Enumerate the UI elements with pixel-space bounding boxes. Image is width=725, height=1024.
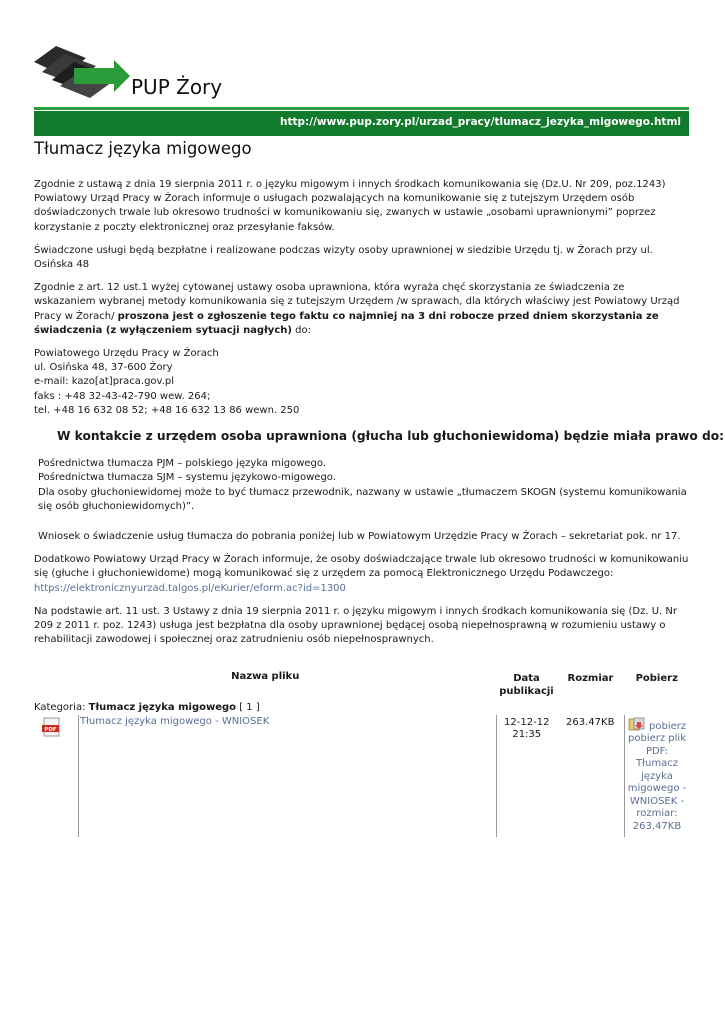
- right-item-sjm: Pośrednictwa tłumacza SJM – systemu językowo-migowego.: [38, 472, 336, 484]
- rights-list: [34, 457, 689, 514]
- category-name: Tłumacz języka migowego: [88, 702, 237, 713]
- page-title: Tłumacz języka migowego: [34, 139, 252, 158]
- file-name-cell: [79, 715, 497, 838]
- category-count: [ 1 ]: [236, 702, 260, 713]
- address-phone: tel. +48 16 632 08 52; +48 16 632 13 86 wewn. 250: [34, 404, 300, 416]
- page-url: http://www.pup.zory.pl/urzad_pracy/tlumacz_jezyka_migowego.html: [280, 116, 681, 128]
- column-header-date: Data publikacji: [499, 673, 554, 697]
- legal-basis-paragraph: Na podstawie art. 11 ust. 3 Ustawy z dnia 19 sierpnia 2011 r. o języku migowym i innych środkach komunikowania się (Dz. U. Nr 209 z 2011 r. poz. 1243) usługa jest bezpłatna dla osoby uprawnionej będącej osobą niepełnosprawną w rozumieniu ustawy o rehabilitacji zawodowej i społecznej oraz zatrudnieniu osób niepełnosprawnych.: [34, 605, 677, 646]
- logo-text: PUP Żory: [131, 75, 223, 99]
- epuap-text: Dodatkowo Powiatowy Urząd Pracy w Żorach informuje, że osoby doświadczające trwale lub okresowo trudności w komunikowaniu się (głuche i głuchoniewidome) mogą komunikować się z urzędem za pomocą Elektronicznego Urzędu Podawczego:: [34, 554, 689, 580]
- svg-text:PDF: PDF: [44, 726, 57, 733]
- header-divider: [34, 107, 689, 110]
- file-size: 263.47KB: [566, 716, 615, 728]
- files-table: [34, 670, 689, 837]
- file-name-link[interactable]: Tłumacz języka migowego - WNIOSEK: [80, 715, 270, 727]
- download-label: pobierz: [649, 720, 687, 732]
- services-paragraph: Świadczone usługi będą bezpłatne i realizowane podczas wizyty osoby uprawnionej w siedzibie Urzędu tj. w Żorach przy ul. Osińska 48: [34, 244, 653, 271]
- address-block: [34, 347, 689, 418]
- address-email: e-mail: kazo[at]praca.gov.pl: [34, 376, 174, 388]
- files-table-header: [34, 670, 689, 702]
- download-icon: [628, 717, 646, 731]
- column-header-size: Rozmiar: [567, 673, 614, 684]
- address-fax: faks : +48 32-43-42-790 wew. 264;: [34, 390, 211, 402]
- request-text: Zgodnie z art. 12 ust.1 wyżej cytowanej ustawy osoba uprawniona, która wyraża chęć skorzystania ze świadczenia ze wskazaniem wybranej metody komunikowania się z tutejszym Urzędem /w sprawach, dla których właściwy jest Powiatowy Urząd Pracy w Żorach/: [34, 282, 680, 322]
- epuap-link[interactable]: https://elektronicznyurzad.talgos.pl/eKurier/eform.ac?id=1300: [34, 582, 346, 594]
- column-header-download: Pobierz: [635, 673, 678, 684]
- pdf-icon: [42, 717, 62, 737]
- file-icon-cell: [34, 715, 79, 838]
- address-line-2: ul. Osińska 48, 37-600 Żory: [34, 362, 173, 374]
- application-paragraph: Wniosek o świadczenie usług tłumacza do pobrania poniżej lub w Powiatowym Urzędzie Pracy w Żorach – sekretariat pok. nr 17.: [38, 531, 681, 543]
- request-end: do:: [291, 324, 311, 336]
- file-date: 12-12-12 21:35: [497, 715, 557, 838]
- download-description: pobierz plik PDF: Tłumacz języka migowego - WNIOSEK - rozmiar: 263.47KB: [627, 733, 687, 832]
- rights-heading: W kontakcie z urzędem osoba uprawniona (głucha lub głuchoniewidoma) będzie miała prawo do:: [57, 429, 725, 444]
- request-paragraph: [34, 281, 689, 338]
- intro-paragraph: Zgodnie z ustawą z dnia 19 sierpnia 2011 r. o języku migowym i innych środkach komunikowania się (Dz.U. Nr 209, poz.1243) Powiatowy Urząd Pracy w Żorach informuje o usługach pozwalających na komunikowanie się z tutejszym Urzędem osób doświadczonych trwale lub okresowo trudności w komunikowaniu się, zwanych w ustawie „osobami uprawnionymi” poprzez korzystanie z poczty elektronicznej oraz przesyłanie faksów.: [34, 179, 666, 233]
- table-row: [34, 715, 689, 838]
- category-label: [34, 702, 689, 715]
- file-download-cell: [625, 715, 690, 838]
- article-content: [34, 178, 725, 656]
- request-deadline: proszona jest o zgłoszenie tego faktu co najmniej na 3 dni robocze przed dniem skorzystania ze świadczenia (z wyłączeniem sytuacji nagłych): [34, 310, 659, 336]
- right-item-pjm: Pośrednictwa tłumacza PJM – polskiego języka migowego.: [38, 458, 327, 470]
- category-row: [34, 702, 689, 715]
- download-link[interactable]: [628, 721, 687, 832]
- url-bar: [34, 111, 689, 136]
- epuap-paragraph: [34, 553, 689, 596]
- column-header-name: Nazwa pliku: [231, 671, 300, 682]
- right-item-skogn: Dla osoby głuchoniewidomej może to być tłumacz przewodnik, nazwany w ustawie „tłumaczem SKOGN (systemu komunikowania się osób głuchoniewidomych)”.: [38, 486, 687, 512]
- address-line-1: Powiatowego Urzędu Pracy w Żorach: [34, 348, 219, 360]
- category-prefix: Kategoria:: [34, 702, 89, 713]
